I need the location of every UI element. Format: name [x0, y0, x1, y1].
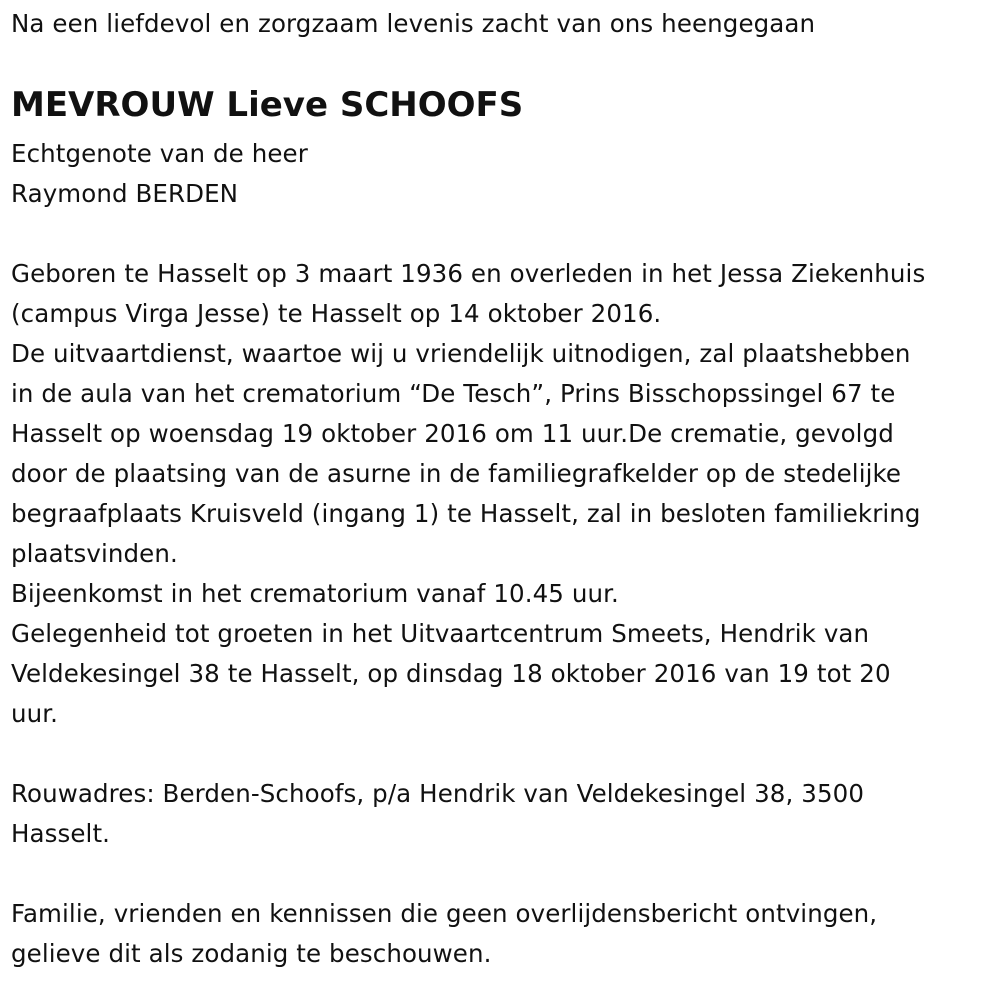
- details-block: [11, 254, 925, 734]
- intro-text: Na een liefdevol en zorgzaam levenis zacht van ons heengegaan: [11, 9, 816, 38]
- details-line: Hasselt op woensdag 19 oktober 2016 om 11 uur.De crematie, gevolgd: [11, 419, 894, 448]
- details-line: in de aula van het crematorium “De Tesch”, Prins Bisschopssingel 67 te: [11, 379, 896, 408]
- deceased-name-title: MEVROUW Lieve SCHOOFS: [11, 85, 524, 125]
- details-line: Veldekesingel 38 te Hasselt, op dinsdag 18 oktober 2016 van 19 tot 20: [11, 659, 891, 688]
- details-line: Bijeenkomst in het crematorium vanaf 10.45 uur.: [11, 579, 619, 608]
- details-line: begraafplaats Kruisveld (ingang 1) te Hasselt, zal in besloten familiekring: [11, 499, 921, 528]
- address-line: Hasselt.: [11, 819, 111, 848]
- details-line: Gelegenheid tot groeten in het Uitvaartcentrum Smeets, Hendrik van: [11, 619, 870, 648]
- closing-line: gelieve dit als zodanig te beschouwen.: [11, 939, 492, 968]
- details-line: uur.: [11, 699, 59, 728]
- details-line: (campus Virga Jesse) te Hasselt op 14 oktober 2016.: [11, 299, 662, 328]
- details-line: plaatsvinden.: [11, 539, 178, 568]
- closing-block: [11, 894, 877, 974]
- spouse-block: [11, 134, 308, 214]
- spouse-name: Raymond BERDEN: [11, 179, 239, 208]
- details-line: door de plaatsing van de asurne in de familiegrafkelder op de stedelijke: [11, 459, 902, 488]
- details-line: De uitvaartdienst, waartoe wij u vriendelijk uitnodigen, zal plaatshebben: [11, 339, 911, 368]
- mourning-address-block: [11, 774, 864, 854]
- closing-line: Familie, vrienden en kennissen die geen overlijdensbericht ontvingen,: [11, 899, 878, 928]
- spouse-label: Echtgenote van de heer: [11, 139, 308, 168]
- address-line: Rouwadres: Berden-Schoofs, p/a Hendrik van Veldekesingel 38, 3500: [11, 779, 865, 808]
- details-line: Geboren te Hasselt op 3 maart 1936 en overleden in het Jessa Ziekenhuis: [11, 259, 926, 288]
